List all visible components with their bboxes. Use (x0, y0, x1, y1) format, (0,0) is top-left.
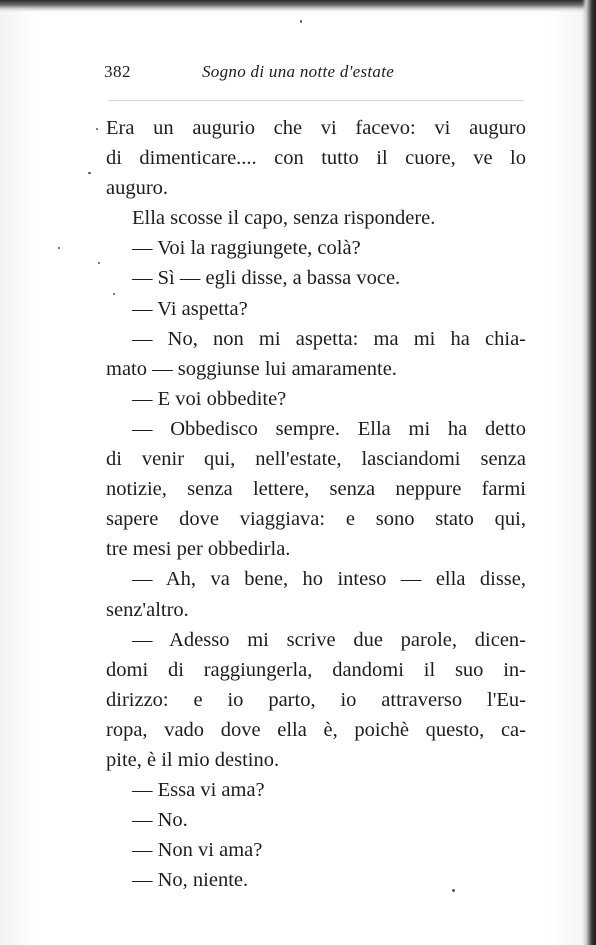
text-line: — Ah, va bene, ho inteso — ella disse, (132, 568, 526, 591)
text-line: di venir qui, nell'estate, lasciandomi senza (106, 448, 526, 471)
text-line: Era un augurio che vi facevo: vi auguro (106, 117, 526, 139)
text-line: — No. (132, 809, 188, 832)
text-line: domi di raggiungerla, dandomi il suo in- (106, 658, 526, 681)
text-line: — Sì — egli disse, a bassa voce. (132, 267, 401, 290)
text-line: tre mesi per obbedirla. (106, 538, 291, 561)
text-line: ropa, vado dove ella è, poichè questo, ca- (106, 718, 526, 741)
running-title: Sogno di una notte d'estate (202, 62, 395, 81)
text-line: — Adesso mi scrive due parole, dicen- (132, 628, 526, 651)
text-line: di dimenticare.... con tutto il cuore, ve lo (106, 147, 526, 170)
text-line: — Essa vi ama? (132, 779, 265, 802)
text-line: — Vi aspetta? (132, 297, 248, 320)
text-line: — No, non mi aspetta: ma mi ha chia- (132, 327, 526, 350)
page-binding-edge (582, 0, 596, 945)
page-header (104, 62, 524, 92)
text-line: sapere dove viaggiava: e sono stato qui, (106, 508, 526, 531)
text-line: notizie, senza lettere, senza neppure farmi (106, 478, 526, 501)
body-text (106, 113, 526, 895)
header-rule (108, 100, 524, 101)
page-top-edge (0, 0, 596, 12)
text-line: dirizzo: e io parto, io attraverso l'Eu- (106, 688, 526, 711)
text-line: — Voi la raggiungete, colà? (132, 237, 361, 260)
text-line: — Non vi ama? (132, 839, 263, 862)
text-line: — Obbedisco sempre. Ella mi ha detto (132, 417, 526, 440)
text-line: — E voi obbedite? (132, 387, 287, 410)
text-line: Ella scosse il capo, senza rispondere. (132, 207, 436, 230)
text-line: — No, niente. (132, 869, 249, 892)
page-number: 382 (104, 62, 131, 81)
text-line: mato — soggiunse lui amaramente. (106, 357, 397, 380)
text-line: auguro. (106, 177, 169, 200)
text-line: senz'altro. (106, 598, 189, 621)
text-line: pite, è il mio destino. (106, 748, 280, 771)
